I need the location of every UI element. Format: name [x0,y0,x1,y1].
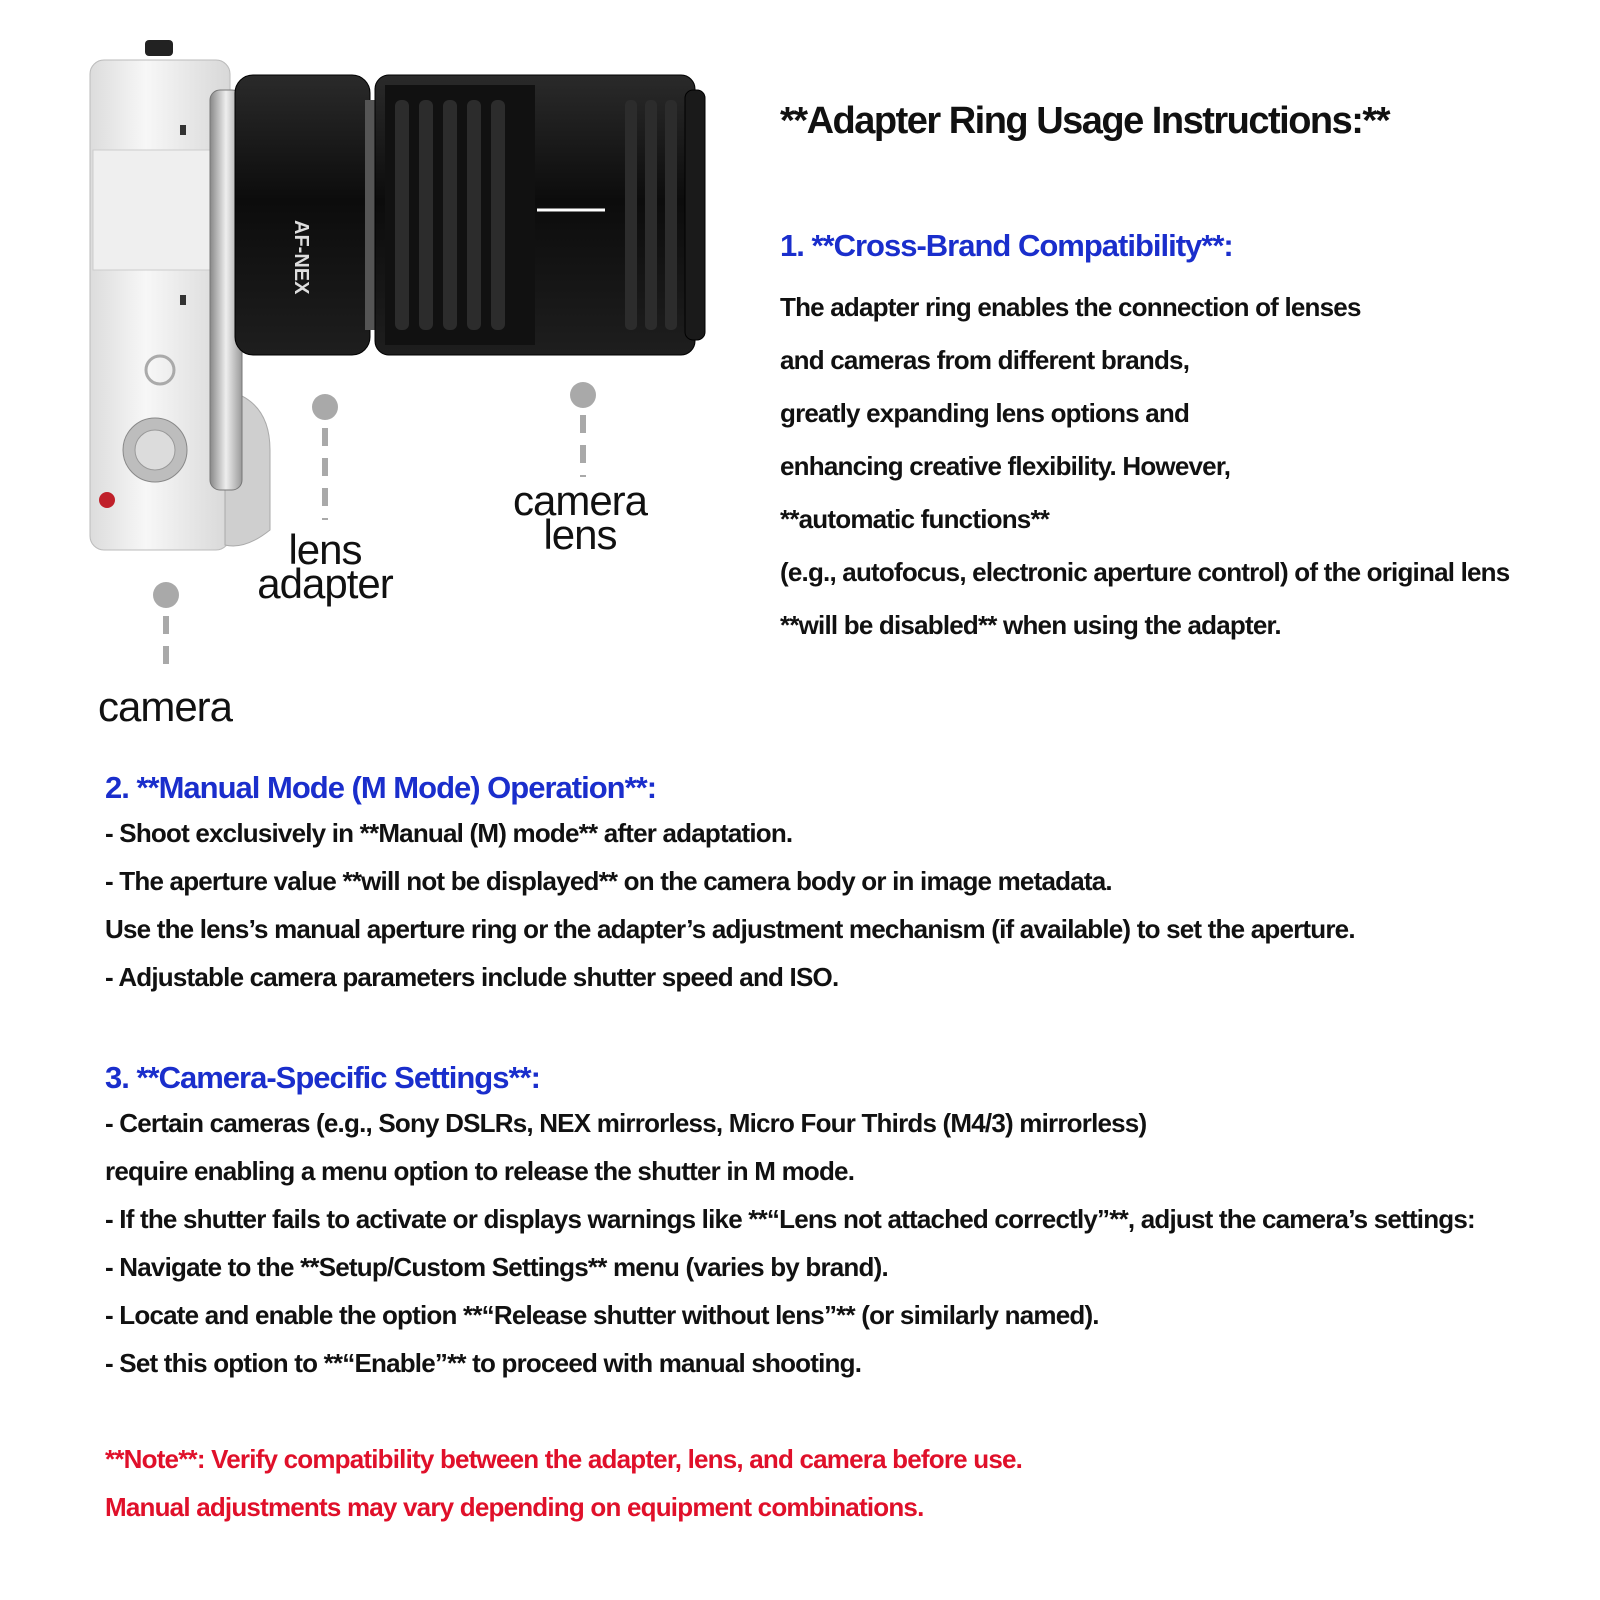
section3-line: - Certain cameras (e.g., Sony DSLRs, NEX mirrorless, Micro Four Thirds (M4/3) mirrorless) [105,1108,1147,1138]
camera-lens-label-line1: camera [512,477,648,524]
section2-line: - The aperture value **will not be displayed** on the camera body or in image metadata. [105,866,1112,896]
section3-line: - Set this option to **“Enable”** to proceed with manual shooting. [105,1348,862,1378]
section1-line: **automatic functions** [780,504,1050,534]
camera-lens-label-line2: lens [543,511,617,558]
section1-line: The adapter ring enables the connection of lenses [780,292,1361,322]
camera-lens-barrel [375,75,705,355]
section2-line: - Adjustable camera parameters include shutter speed and ISO. [105,962,839,992]
lens-adapter-label [240,526,410,607]
camera-label: camera [97,683,233,730]
lens-adapter-label-line2: adapter [257,560,393,607]
section3-heading: 3. **Camera-Specific Settings**: [105,1060,540,1095]
section2-line: Use the lens’s manual aperture ring or the adapter’s adjustment mechanism (if available) to set the aperture. [105,914,1355,944]
section3-line: - Locate and enable the option **“Release shutter without lens”** (or similarly named). [105,1300,1099,1330]
lens-adapter-marker-dot [312,394,338,420]
adapter-marking: AF-NEX [290,220,312,295]
note-line: **Note**: Verify compatibility between the adapter, lens, and camera before use. [105,1444,1023,1474]
section3-line: require enabling a menu option to release the shutter in M mode. [105,1156,855,1186]
section3-line: - If the shutter fails to activate or displays warnings like **“Lens not attached correctly”**, adjust the camera’s settings: [105,1204,1475,1234]
note-line: Manual adjustments may vary depending on equipment combinations. [105,1492,924,1522]
camera-lens-marker-line [580,415,586,477]
section1-heading: 1. **Cross-Brand Compatibility**: [780,228,1233,263]
section1-line: greatly expanding lens options and [780,398,1190,428]
section2-line: - Shoot exclusively in **Manual (M) mode** after adaptation. [105,818,793,848]
section1-line: (e.g., autofocus, electronic aperture control) of the original lens [780,557,1510,587]
lens-adapter-marker-line [322,428,328,520]
lens-adapter-label-line1: lens [288,526,362,573]
section1-line: **will be disabled** when using the adapter. [780,610,1281,640]
section1-line: and cameras from different brands, [780,345,1190,375]
camera-lens-marker-dot [570,382,596,408]
section1-line: enhancing creative flexibility. However, [780,451,1231,481]
section2-heading: 2. **Manual Mode (M Mode) Operation**: [105,770,657,805]
camera-marker-line [163,616,169,676]
section3-line: - Navigate to the **Setup/Custom Settings** menu (varies by brand). [105,1252,888,1282]
lens-adapter-ring [235,75,377,355]
page-title: **Adapter Ring Usage Instructions:** [780,100,1389,142]
camera-lens-label [505,477,655,558]
camera-marker-dot [153,582,179,608]
